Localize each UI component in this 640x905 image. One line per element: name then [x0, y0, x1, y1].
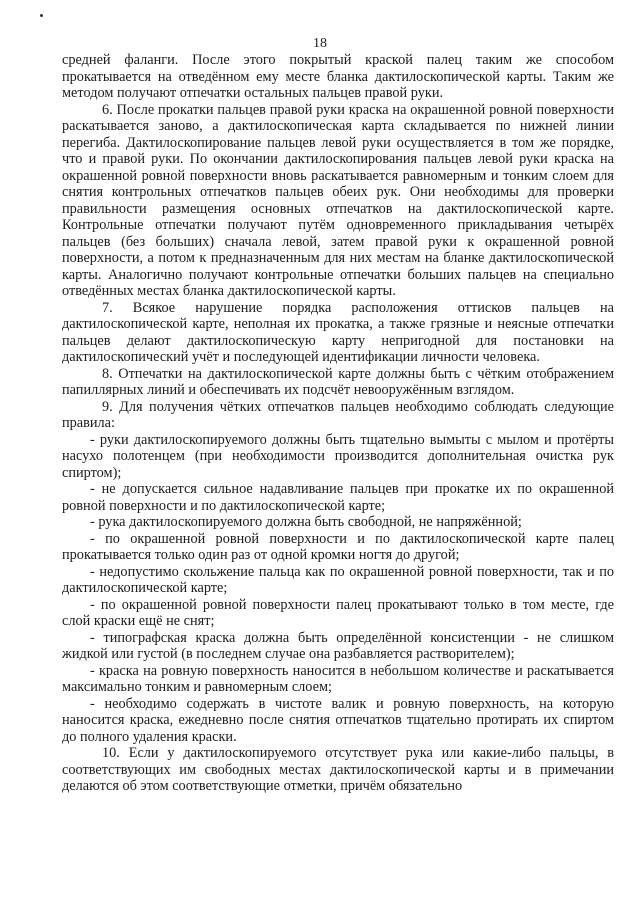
- rule-item-hand-relaxed: - рука дактилоскопируемого должна быть свободной, не напряжённой;: [90, 514, 522, 530]
- paragraph-item-6: 6. После прокатки пальцев правой руки краска на окрашенной ровной поверхности раскатывается заново, а дактилоскопическая карта складывается по нижней линии перегиба. Дактилоскопирование пальцев левой руки осуществляется в том же порядке, что и правой руки. По окончании дактилоскопирования пальцев левой руки краска на окрашенной ровной поверхности вновь раскатывается равномерным и тонким слоем для снятия контрольных отпечатков пальцев обеих рук. Они необходимы для проверки правильности размещения основных отпечатков на дактилоскопической карте. Контрольные отпечатки получают путём одновременного прикладывания четырёх пальцев (без больших) сначала левой, затем правой руки к окрашенной ровной поверхности, а потом к предназначенным для них местам на бланке дактилоскопической карты. Аналогично получают контрольные отпечатки больших пальцев на специально отведённых местах бланка дактилоскопической карты.: [62, 101, 614, 299]
- paragraph-item-7: 7. Всякое нарушение порядка расположения оттисков пальцев на дактилоскопической карте, неполная их прокатка, а также грязные и неясные отпечатки пальцев делают дактилоскопическую карту непригодной для постановки на дактилоскопический учёт и последующей идентификации личности человека.: [62, 299, 614, 365]
- rule-item-no-pressing: - не допускается сильное надавливание пальцев при прокатке их по окрашенной ровной поверхности и по дактилоскопической карте;: [62, 481, 614, 514]
- rule-item-hands-washed: - руки дактилоскопируемого должны быть тщательно вымыты с мылом и протёрты насухо полотенцем (при необходимости производится дополнительная очистка рук спиртом);: [62, 431, 614, 481]
- rule-item-roll-once: - по окрашенной ровной поверхности и по дактилоскопической карте палец прокатывается только один раз от одной кромки ногтя до другой;: [62, 530, 614, 563]
- paragraph-item-9: 9. Для получения чётких отпечатков пальцев необходимо соблюдать следующие правила:: [62, 398, 614, 431]
- body-text: [62, 52, 614, 795]
- scan-speck: [40, 14, 43, 17]
- paragraph-item-8: 8. Отпечатки на дактилоскопической карте должны быть с чётким отображением папиллярных линий и обеспечивать их подсчёт невооружённым взглядом.: [62, 365, 614, 398]
- rule-item-ink-consistency: - типографская краска должна быть определённой консистенции - не слишком жидкой или густой (в последнем случае она разбавляется растворителем);: [62, 629, 614, 662]
- paragraph-item-10: 10. Если у дактилоскопируемого отсутствует рука или какие-либо пальцы, в соответствующих им свободных местах дактилоскопической карты и в примечании делаются об этом соответствующие отметки, причём обязательно: [62, 745, 614, 794]
- rule-item-thin-layer: - краска на ровную поверхность наносится в небольшом количестве и раскатывается максимально тонким и равномерным слоем;: [62, 662, 614, 695]
- rule-item-fresh-ink-area: - по окрашенной ровной поверхности палец прокатывают только в том месте, где слой краски ещё не снят;: [62, 596, 614, 629]
- rule-item-no-sliding: - недопустимо скольжение пальца как по окрашенной ровной поверхности, так и по дактилоскопической карте;: [62, 563, 614, 596]
- page-number: 18: [313, 36, 327, 51]
- rule-item-clean-roller: - необходимо содержать в чистоте валик и ровную поверхность, на которую наносится краска, ежедневно после снятия отпечатков тщательно протирать их спиртом до полного удаления краски.: [62, 695, 614, 745]
- paragraph-continuation: средней фаланги. После этого покрытый краской палец таким же способом прокатывается на отведённом ему месте бланка дактилоскопической карты. Таким же методом получают отпечатки остальных пальцев правой руки.: [62, 52, 614, 101]
